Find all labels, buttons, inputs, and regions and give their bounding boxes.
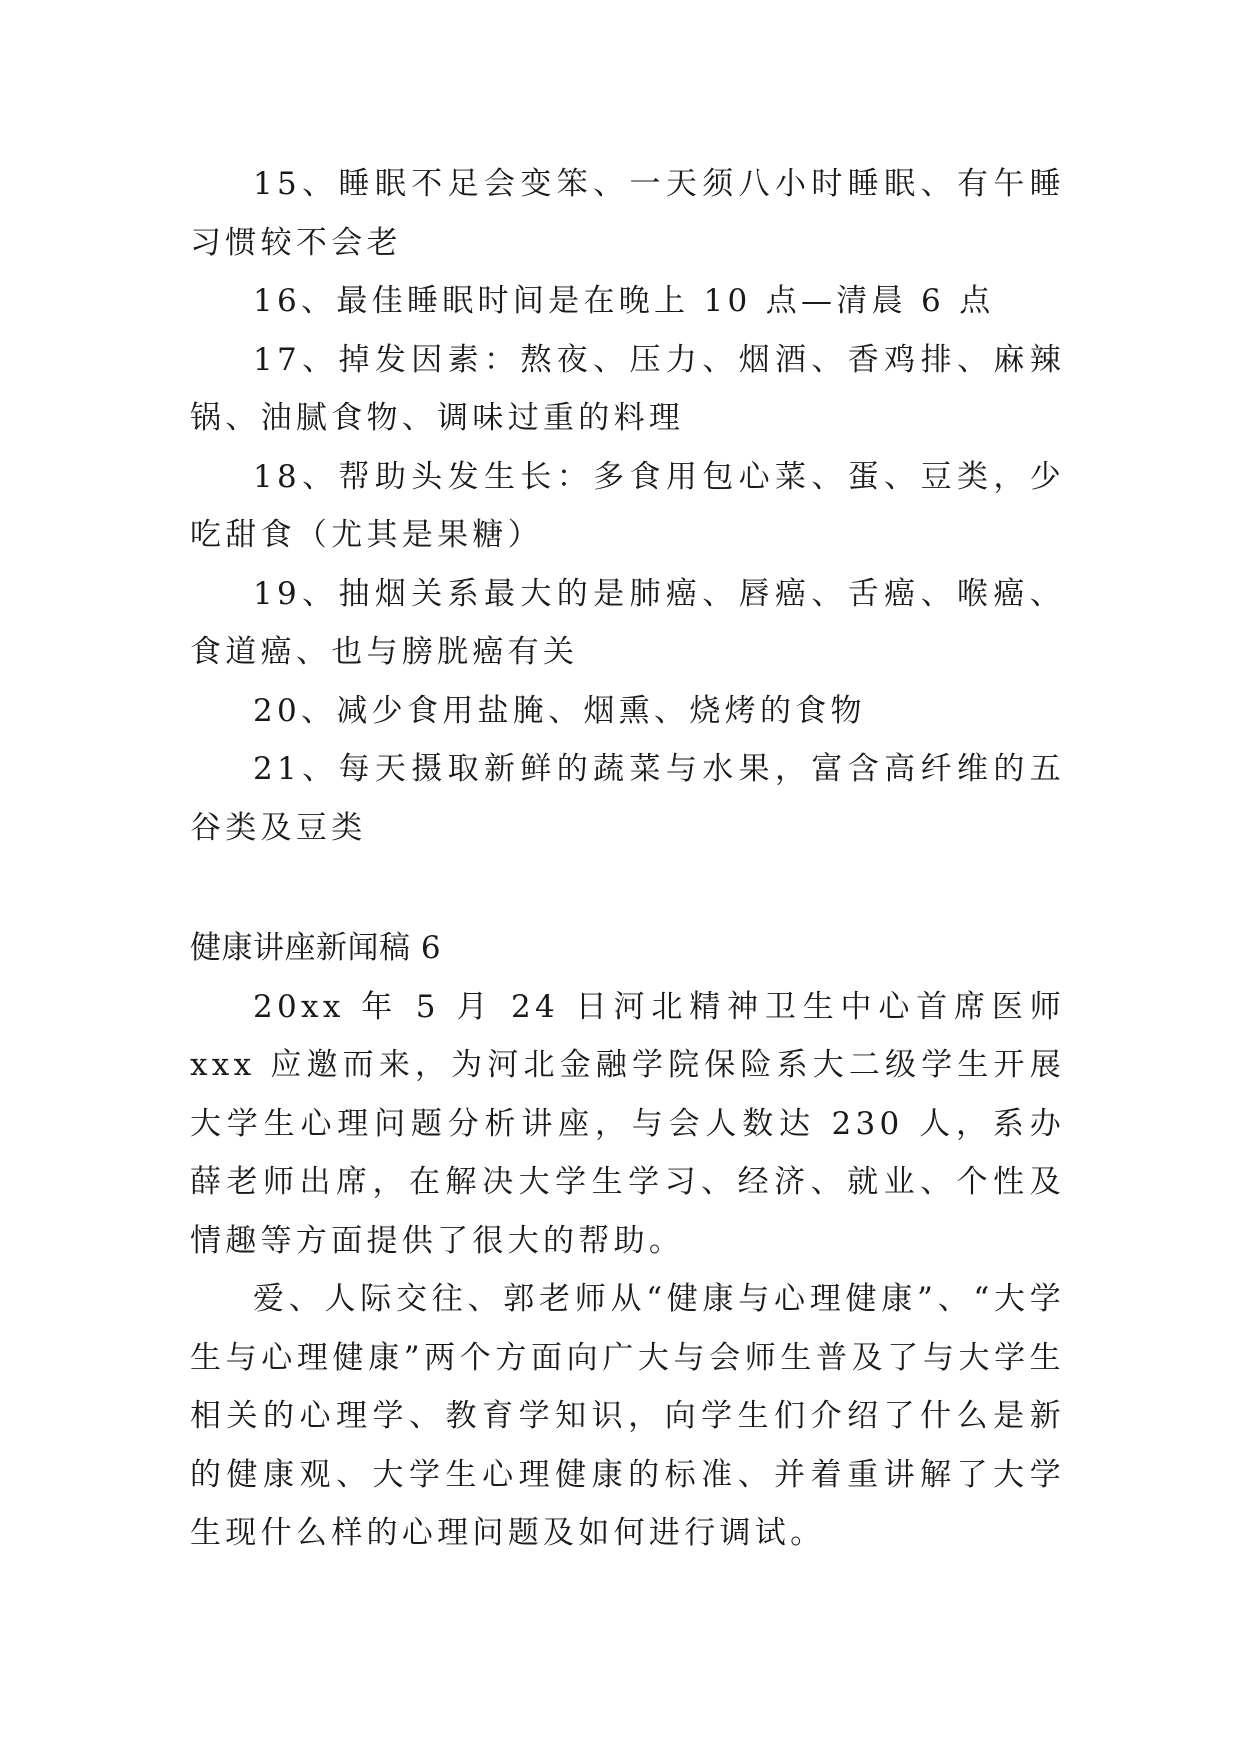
section-title: 健康讲座新闻稿 6 [190, 930, 442, 966]
list-item-18: 18、帮助头发生长：多食用包心菜、蛋、豆类，少吃甜食（尤其是果糖） [190, 458, 1065, 553]
list-item-21: 21、每天摄取新鲜的蔬菜与水果，富含高纤维的五谷类及豆类 [190, 751, 1065, 846]
list-item-15: 15、睡眠不足会变笨、一天须八小时睡眠、有午睡习惯较不会老 [190, 166, 1065, 261]
list-item-17: 17、掉发因素：熬夜、压力、烟酒、香鸡排、麻辣锅、油腻食物、调味过重的料理 [190, 341, 1065, 436]
list-item-16: 16、最佳睡眠时间是在晚上 10 点—清晨 6 点 [253, 283, 995, 319]
list-item-19: 19、抽烟关系最大的是肺癌、唇癌、舌癌、喉癌、食道癌、也与膀胱癌有关 [190, 575, 1065, 670]
section-paragraph-2: 爱、人际交往、郭老师从“健康与心理健康”、“大学生与心理健康”两个方面向广大与会师生普及了与大学生相关的心理学、教育学知识，向学生们介绍了什么是新的健康观、大学生心理健康的标准、并着重讲解了大学生现什么样的心理问题及如何进行调试。 [190, 1281, 1065, 1551]
list-item-20: 20、减少食用盐腌、烟熏、烧烤的食物 [253, 692, 866, 729]
document-body [190, 155, 1065, 1563]
section-paragraph-1: 20xx 年 5 月 24 日河北精神卫生中心首席医师 xxx 应邀而来，为河北金融学院保险系大二级学生开展大学生心理问题分析讲座，与会人数达 230 人，系办薛老师出席，在解决大学生学习、经济、就业、个性及情趣等方面提供了很大的帮助。 [190, 988, 1065, 1259]
